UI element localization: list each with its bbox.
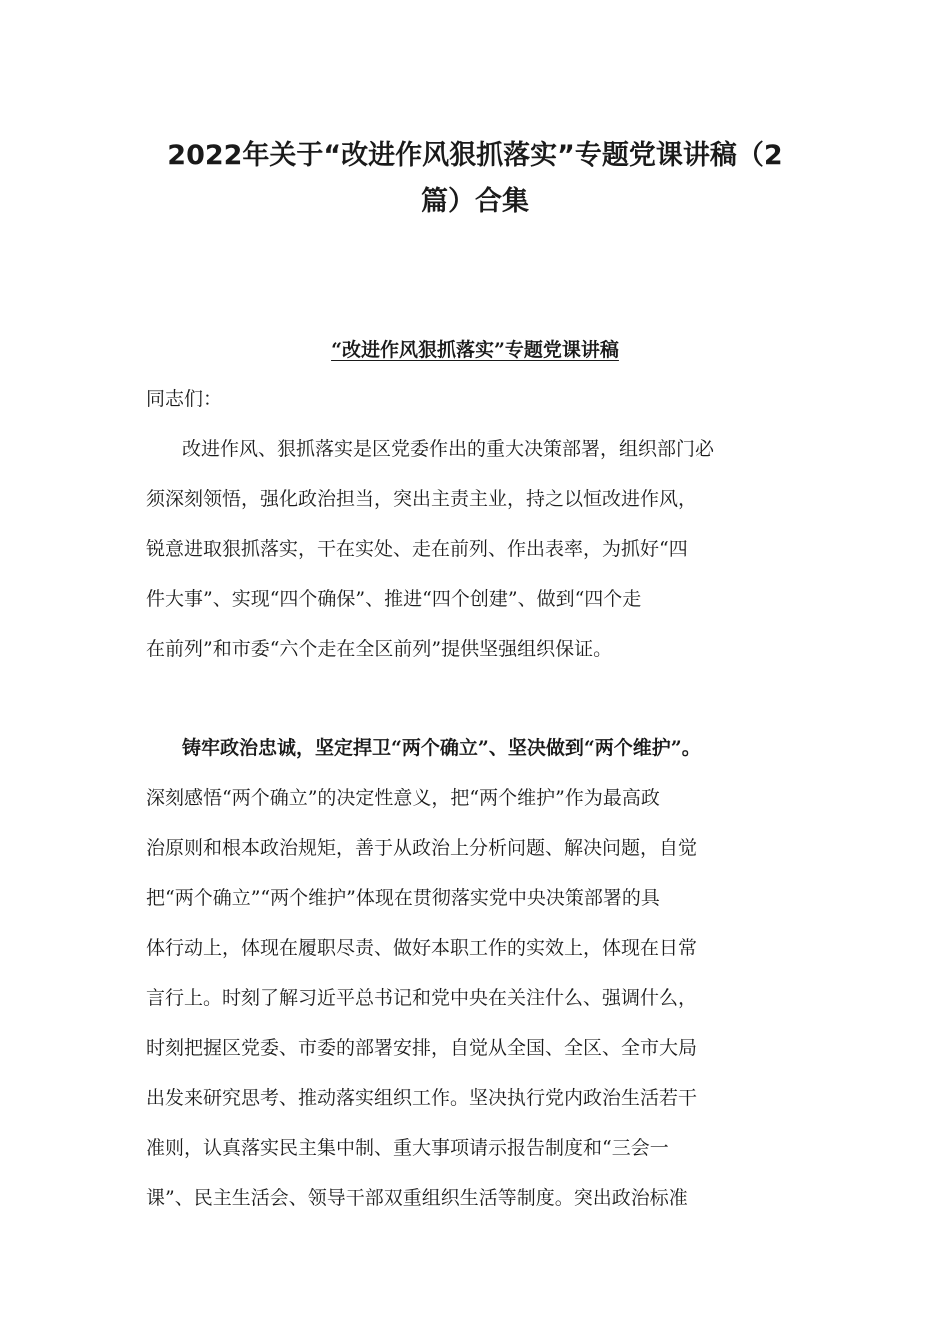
paragraph-2-line: 出发来研究思考、推动落实组织工作。坚决执行党内政治生活若干 xyxy=(146,1087,698,1109)
document-title-line-1: 2022年关于“改进作风狠抓落实”专题党课讲稿（2 xyxy=(167,140,783,171)
paragraph-2-line: 时刻把握区党委、市委的部署安排，自觉从全国、全区、全市大局 xyxy=(146,1037,698,1059)
paragraph-2-line: 把“两个确立”“两个维护”体现在贯彻落实党中央决策部署的具 xyxy=(146,887,660,909)
paragraph-1-line: 在前列”和市委“六个走在全区前列”提供坚强组织保证。 xyxy=(146,638,613,660)
section-heading: 铸牢政治忠诚，坚定捍卫“两个确立”、坚决做到“两个维护”。 xyxy=(182,737,701,759)
paragraph-2-line: 体行动上，体现在履职尽责、做好本职工作的实效上，体现在日常 xyxy=(146,937,698,959)
subtitle-text: “改进作风狠抓落实”专题党课讲稿 xyxy=(331,339,619,361)
paragraph-1-line: 须深刻领悟，强化政治担当，突出主责主业，持之以恒改进作风， xyxy=(146,488,698,510)
paragraph-2-line: 准则，认真落实民主集中制、重大事项请示报告制度和“三会一 xyxy=(146,1137,669,1159)
paragraph-2-line: 深刻感悟“两个确立”的决定性意义，把“两个维护”作为最高政 xyxy=(146,787,660,809)
paragraph-1-line: 锐意进取狠抓落实，干在实处、走在前列、作出表率，为抓好“四 xyxy=(146,538,688,560)
salutation: 同志们： xyxy=(146,388,223,410)
paragraph-1-line: 改进作风、狠抓落实是区党委作出的重大决策部署，组织部门必 xyxy=(182,438,715,460)
document-title-line-2: 篇）合集 xyxy=(421,186,529,217)
paragraph-2-line: 课”、民主生活会、领导干部双重组织生活等制度。突出政治标准 xyxy=(146,1187,688,1209)
paragraph-2-line: 言行上。时刻了解习近平总书记和党中央在关注什么、强调什么， xyxy=(146,987,698,1009)
section-subtitle xyxy=(150,336,800,364)
paragraph-2-line: 治原则和根本政治规矩，善于从政治上分析问题、解决问题，自觉 xyxy=(146,837,698,859)
paragraph-1-line: 件大事”、实现“四个确保”、推进“四个创建”、做到“四个走 xyxy=(146,588,642,610)
